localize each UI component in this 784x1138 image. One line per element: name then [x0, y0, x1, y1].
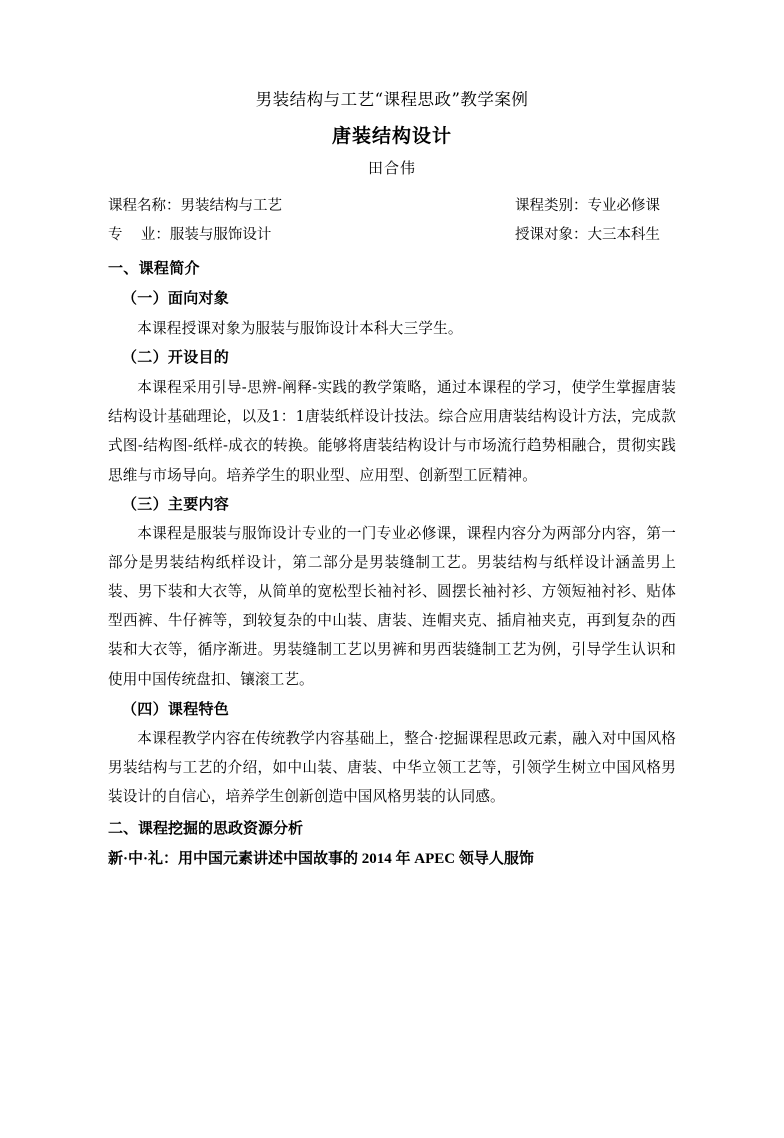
section-heading-1: 一、课程简介 [108, 260, 200, 277]
meta-row-course [108, 192, 676, 221]
document-subtitle: 唐装结构设计 [331, 125, 452, 147]
paragraph-1-4-1: 本课程教学内容在传统教学内容基础上，整合·挖掘课程思政元素，融入对中国风格男装结构与工艺的介绍，如中山装、唐装、中华立领工艺等，引领学生树立中国风格男装设计的自信心，培养学生创新创造中国风格男装的认同感。 [108, 730, 676, 806]
section-2-bold-line: 新·中·礼：用中国元素讲述中国故事的 2014 年 APEC 领导人服饰 [108, 851, 534, 868]
paragraph-1-1-1: 本课程授课对象为服装与服饰设计本科大三学生。 [137, 319, 463, 337]
course-name: 课程名称：男装结构与工艺 [108, 197, 282, 214]
course-type: 课程类别：专业必修课 [515, 197, 660, 214]
major: 专 业：服装与服饰设计 [108, 226, 272, 243]
document-author: 田合伟 [367, 159, 416, 178]
meta-row-major [108, 221, 676, 250]
paragraph-1-2-1: 本课程采用引导-思辨-阐释-实践的教学策略，通过本课程的学习，使学生掌握唐装结构设计基础理论，以及1：1唐装纸样设计技法。综合应用唐装结构设计方法，完成款式图-结构图-纸样-成衣的转换。能够将唐装结构设计与市场流行趋势相融合，贯彻实践思维与市场导向。培养学生的职业型、应用型、创新型工匠精神。 [108, 378, 676, 484]
subsection-heading-1-3: （三）主要内容 [122, 496, 230, 513]
audience: 授课对象：大三本科生 [515, 226, 660, 243]
document-title: 男装结构与工艺“课程思政”教学案例 [255, 90, 529, 109]
subsection-heading-1-1: （一）面向对象 [122, 290, 230, 307]
section-heading-2: 二、课程挖掘的思政资源分析 [108, 821, 304, 838]
subsection-heading-1-2: （二）开设目的 [122, 349, 230, 366]
subsection-heading-1-4: （四）课程特色 [122, 701, 230, 718]
paragraph-1-3-1: 本课程是服装与服饰设计专业的一门专业必修课，课程内容分为两部分内容，第一部分是男装结构纸样设计，第二部分是男装缝制工艺。男装结构与纸样设计涵盖男上装、男下装和大衣等，从简单的宽松型长袖衬衫、圆摆长袖衬衫、方领短袖衬衫、贴体型西裤、牛仔裤等，到较复杂的中山装、唐装、连帽夹克、插肩袖夹克，再到复杂的西装和大衣等，循序渐进。男装缝制工艺以男裤和男西装缝制工艺为例，引导学生认识和使用中国传统盘扣、镶滚工艺。 [108, 525, 676, 688]
